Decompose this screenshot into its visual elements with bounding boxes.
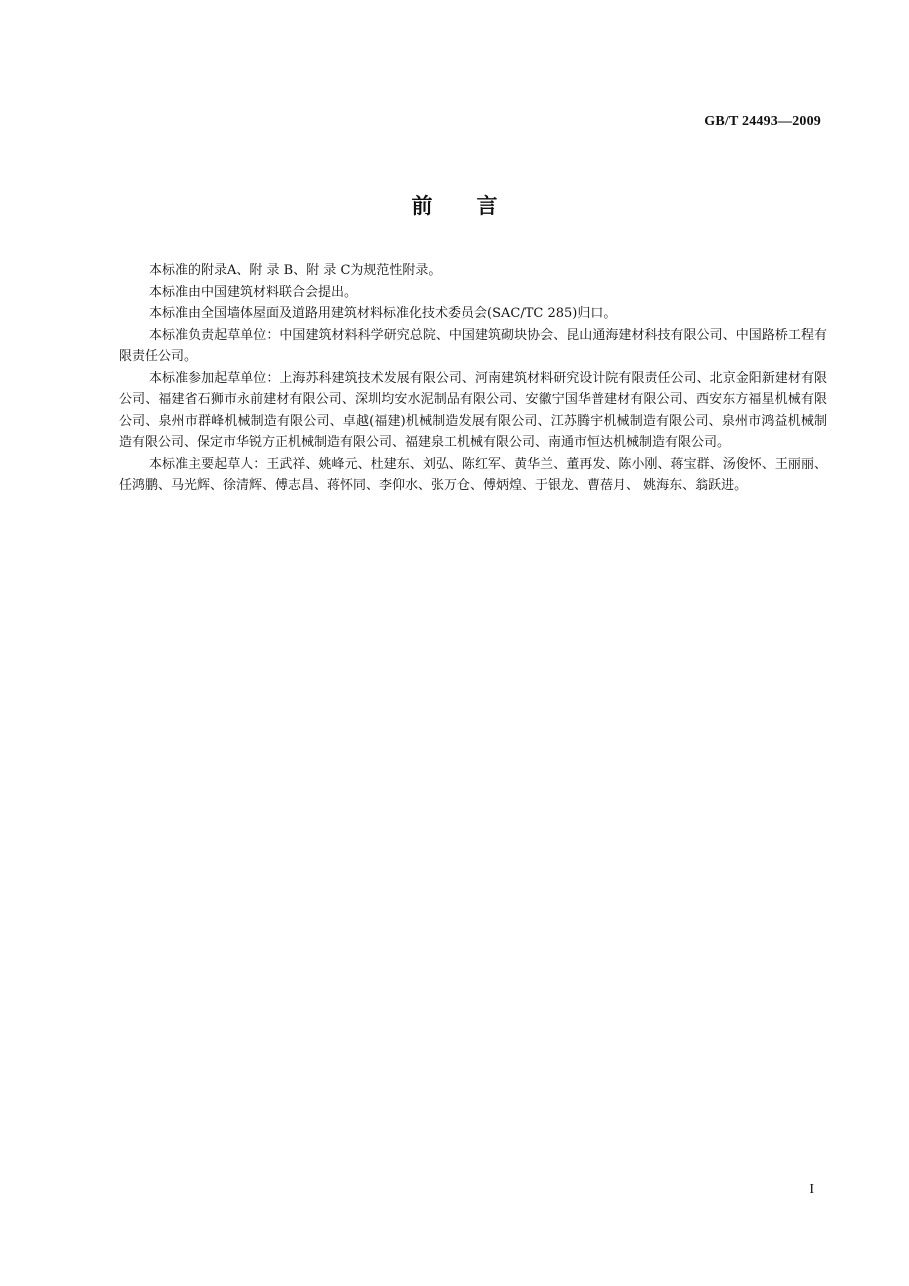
paragraph-committee: 本标准由全国墙体屋面及道路用建筑材料标准化技术委员会(SAC/TC 285)归口。	[149, 306, 617, 321]
foreword-body	[119, 260, 827, 497]
paragraph-lead-drafters: 本标准负责起草单位：中国建筑材料科学研究总院、中国建筑砌块协会、昆山通海建材科技有限公司、中国路桥工程有限责任公司。	[119, 327, 827, 364]
paragraph-annexes: 本标准的附录A、附 录 B、附 录 C为规范性附录。	[149, 263, 442, 278]
standard-code: GB/T 24493—2009	[704, 114, 821, 129]
paragraph-proposer: 本标准由中国建筑材料联合会提出。	[149, 284, 358, 300]
paragraph-main-drafters: 本标准主要起草人：王武祥、姚峰元、杜建东、刘弘、陈红军、黄华兰、董再发、陈小刚、蒋宝群、汤俊怀、王丽丽、任鸿鹏、马光辉、徐清辉、傅志昌、蒋怀同、李仰水、张万仓、傅炳煌、于银龙、曹蓓月、 姚海东、翁跃进。	[119, 456, 827, 493]
page-number: I	[809, 1182, 814, 1197]
page-title: 前言	[411, 194, 542, 218]
paragraph-participating-drafters: 本标准参加起草单位：上海苏科建筑技术发展有限公司、河南建筑材料研究设计院有限责任公司、北京金阳新建材有限公司、福建省石狮市永前建材有限公司、深圳均安水泥制品有限公司、安徽宁国华普建材有限公司、西安东方福星机械有限公司、泉州市群峰机械制造有限公司、卓越(福建)机械制造发展有限公司、江苏腾宇机械制造有限公司、泉州市鸿益机械制造有限公司、保定市华锐方正机械制造有限公司、福建泉工机械有限公司、南通市恒达机械制造有限公司。	[119, 370, 827, 450]
